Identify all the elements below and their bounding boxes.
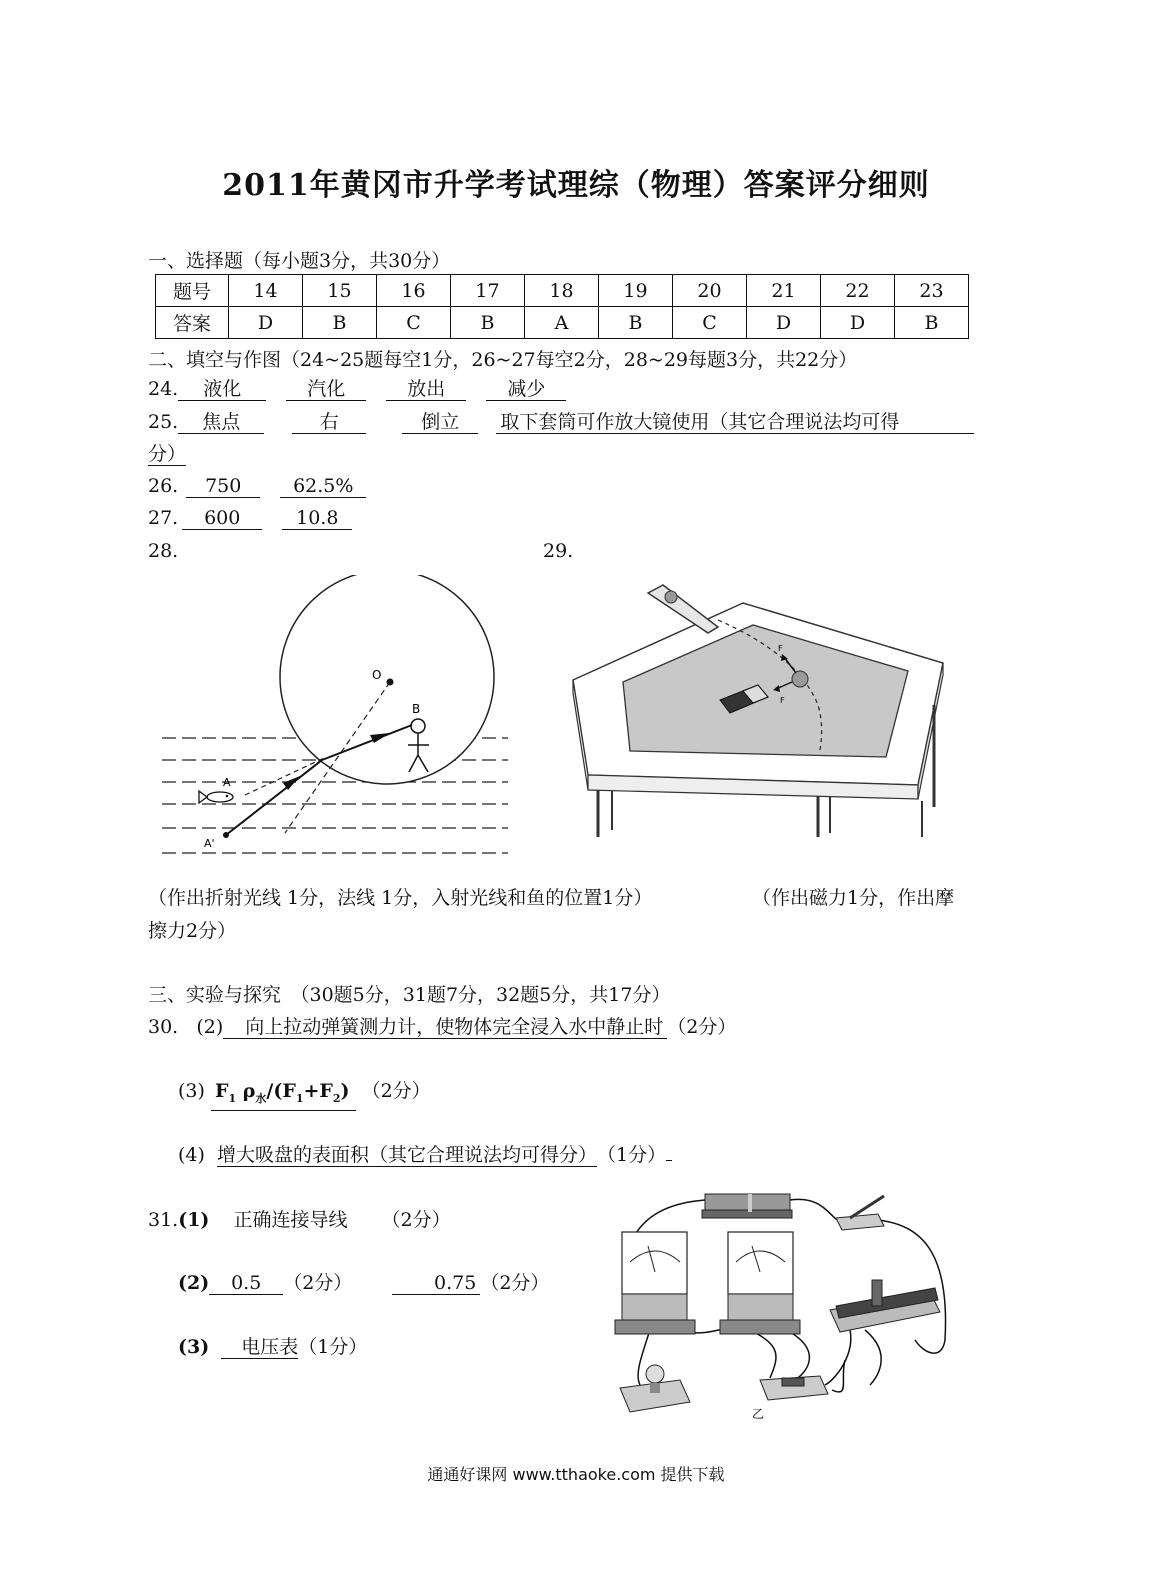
table-header-cell: 答案 bbox=[156, 307, 229, 339]
table-cell: 18 bbox=[525, 275, 599, 307]
table-row-answers bbox=[156, 307, 969, 339]
answer-blank: 电压表 bbox=[221, 1336, 298, 1359]
section1-heading: 一、选择题（每小题3分，共30分） bbox=[148, 250, 451, 272]
table-cell: B bbox=[451, 307, 525, 339]
q30-part4 bbox=[178, 1140, 672, 1167]
part-label: (2) bbox=[196, 1016, 224, 1038]
answer-table bbox=[155, 274, 969, 339]
label-b: B bbox=[412, 702, 421, 716]
blank: 放出 bbox=[386, 378, 466, 401]
circuit-label: 乙 bbox=[752, 1407, 765, 1420]
page-title: 2011年黄冈市升学考试理综（物理）答案评分细则 bbox=[222, 168, 930, 203]
score-text: （1分） bbox=[298, 1336, 368, 1358]
table-cell: 17 bbox=[451, 275, 525, 307]
table-row-questions bbox=[156, 275, 969, 307]
q28-scoring-note: （作出折射光线 1分，法线 1分，入射光线和鱼的位置1分） bbox=[148, 887, 653, 909]
q28-number: 28. bbox=[148, 540, 179, 562]
table-cell: D bbox=[229, 307, 303, 339]
table-header-cell: 题号 bbox=[156, 275, 229, 307]
table-cell: 15 bbox=[303, 275, 377, 307]
table-cell: 23 bbox=[895, 275, 969, 307]
answer-blank: 向上拉动弹簧测力计，使物体完全浸入水中静止时 bbox=[223, 1016, 667, 1039]
table-cell: B bbox=[303, 307, 377, 339]
score-text: （2分） bbox=[361, 1080, 431, 1102]
question-number: 27. bbox=[148, 507, 179, 529]
label-o: O bbox=[372, 668, 382, 682]
blank: 62.5% bbox=[280, 475, 366, 498]
table-cell: B bbox=[895, 307, 969, 339]
section3-heading: 三、实验与探究 （30题5分，31题7分，32题5分，共17分） bbox=[148, 984, 671, 1006]
force-label-1: F bbox=[778, 644, 783, 653]
q24-answers bbox=[148, 378, 566, 401]
label-a: A bbox=[223, 776, 231, 789]
answer-blank: 0.5 bbox=[209, 1272, 283, 1295]
blank: 右 bbox=[292, 411, 366, 434]
blank: 液化 bbox=[178, 378, 266, 401]
table-cell: 14 bbox=[229, 275, 303, 307]
blank: 取下套筒可作放大镜使用（其它合理说法均可得 bbox=[496, 411, 974, 434]
table-cell: C bbox=[377, 307, 451, 339]
part-label: (2) bbox=[178, 1272, 210, 1294]
answer-blank: 0.75 bbox=[392, 1272, 480, 1295]
q29-scoring-note-cont: 擦力2分） bbox=[148, 920, 237, 942]
label-a-prime: A' bbox=[204, 837, 215, 850]
page-footer: 通通好课网 www.tthaoke.com 提供下载 bbox=[427, 1465, 725, 1484]
blank: 750 bbox=[186, 475, 260, 498]
score-text: （2分） bbox=[480, 1272, 550, 1294]
question-number: 24. bbox=[148, 378, 179, 400]
table-cell: D bbox=[821, 307, 895, 339]
blank-continuation: 分） bbox=[148, 443, 187, 465]
q26-answers bbox=[148, 475, 366, 498]
formula-answer: $F_1$ $\rho_水/(F_1+F_2)$ bbox=[211, 1080, 356, 1111]
circuit-diagram bbox=[610, 1180, 955, 1420]
q29-number: 29. bbox=[543, 540, 574, 562]
table-cell: 21 bbox=[747, 275, 821, 307]
question-number: 30. bbox=[148, 1016, 179, 1038]
answer-blank: 增大吸盘的表面积（其它合理说法均可得分） bbox=[216, 1144, 597, 1166]
q31-part2 bbox=[178, 1268, 549, 1295]
table-cell: 20 bbox=[673, 275, 747, 307]
blank: 倒立 bbox=[402, 411, 478, 434]
table-cell: 22 bbox=[821, 275, 895, 307]
q25-answers bbox=[148, 411, 974, 434]
score-text: （2分） bbox=[283, 1272, 353, 1294]
part-label: (3) bbox=[178, 1080, 205, 1102]
table-cell: D bbox=[747, 307, 821, 339]
force-label-2: F bbox=[780, 696, 785, 705]
q31-part3 bbox=[178, 1332, 367, 1359]
answer-text: 正确连接导线 bbox=[233, 1209, 348, 1231]
table-cell: C bbox=[673, 307, 747, 339]
section2-heading: 二、填空与作图（24~25题每空1分，26~27每空2分，28~29每题3分，共22分） bbox=[148, 349, 858, 371]
table-cell: 16 bbox=[377, 275, 451, 307]
table-cell: 19 bbox=[599, 275, 673, 307]
refraction-diagram bbox=[150, 575, 520, 865]
question-number: 31. bbox=[148, 1209, 179, 1231]
part-label: (4) bbox=[178, 1144, 205, 1166]
q30-part2 bbox=[148, 1012, 736, 1039]
blank: 汽化 bbox=[286, 378, 366, 401]
q31-part1 bbox=[148, 1205, 451, 1232]
q30-part3 bbox=[178, 1076, 431, 1111]
question-number: 26. bbox=[148, 475, 179, 497]
table-cell: B bbox=[599, 307, 673, 339]
q29-scoring-note: （作出磁力1分，作出摩 bbox=[752, 887, 955, 909]
score-text: （1分） bbox=[596, 1144, 667, 1166]
question-number: 25. bbox=[148, 411, 179, 433]
blank: 焦点 bbox=[178, 411, 264, 434]
table-cell: A bbox=[525, 307, 599, 339]
score-text: （2分） bbox=[381, 1209, 451, 1231]
blank: 减少 bbox=[486, 378, 566, 401]
score-text: （2分） bbox=[667, 1016, 737, 1038]
blank: 10.8 bbox=[282, 507, 352, 530]
magnet-table-diagram bbox=[568, 575, 953, 845]
part-label: (3) bbox=[178, 1336, 210, 1358]
blank: 600 bbox=[182, 507, 262, 530]
q27-answers bbox=[148, 507, 352, 530]
part-label: (1) bbox=[178, 1209, 210, 1231]
